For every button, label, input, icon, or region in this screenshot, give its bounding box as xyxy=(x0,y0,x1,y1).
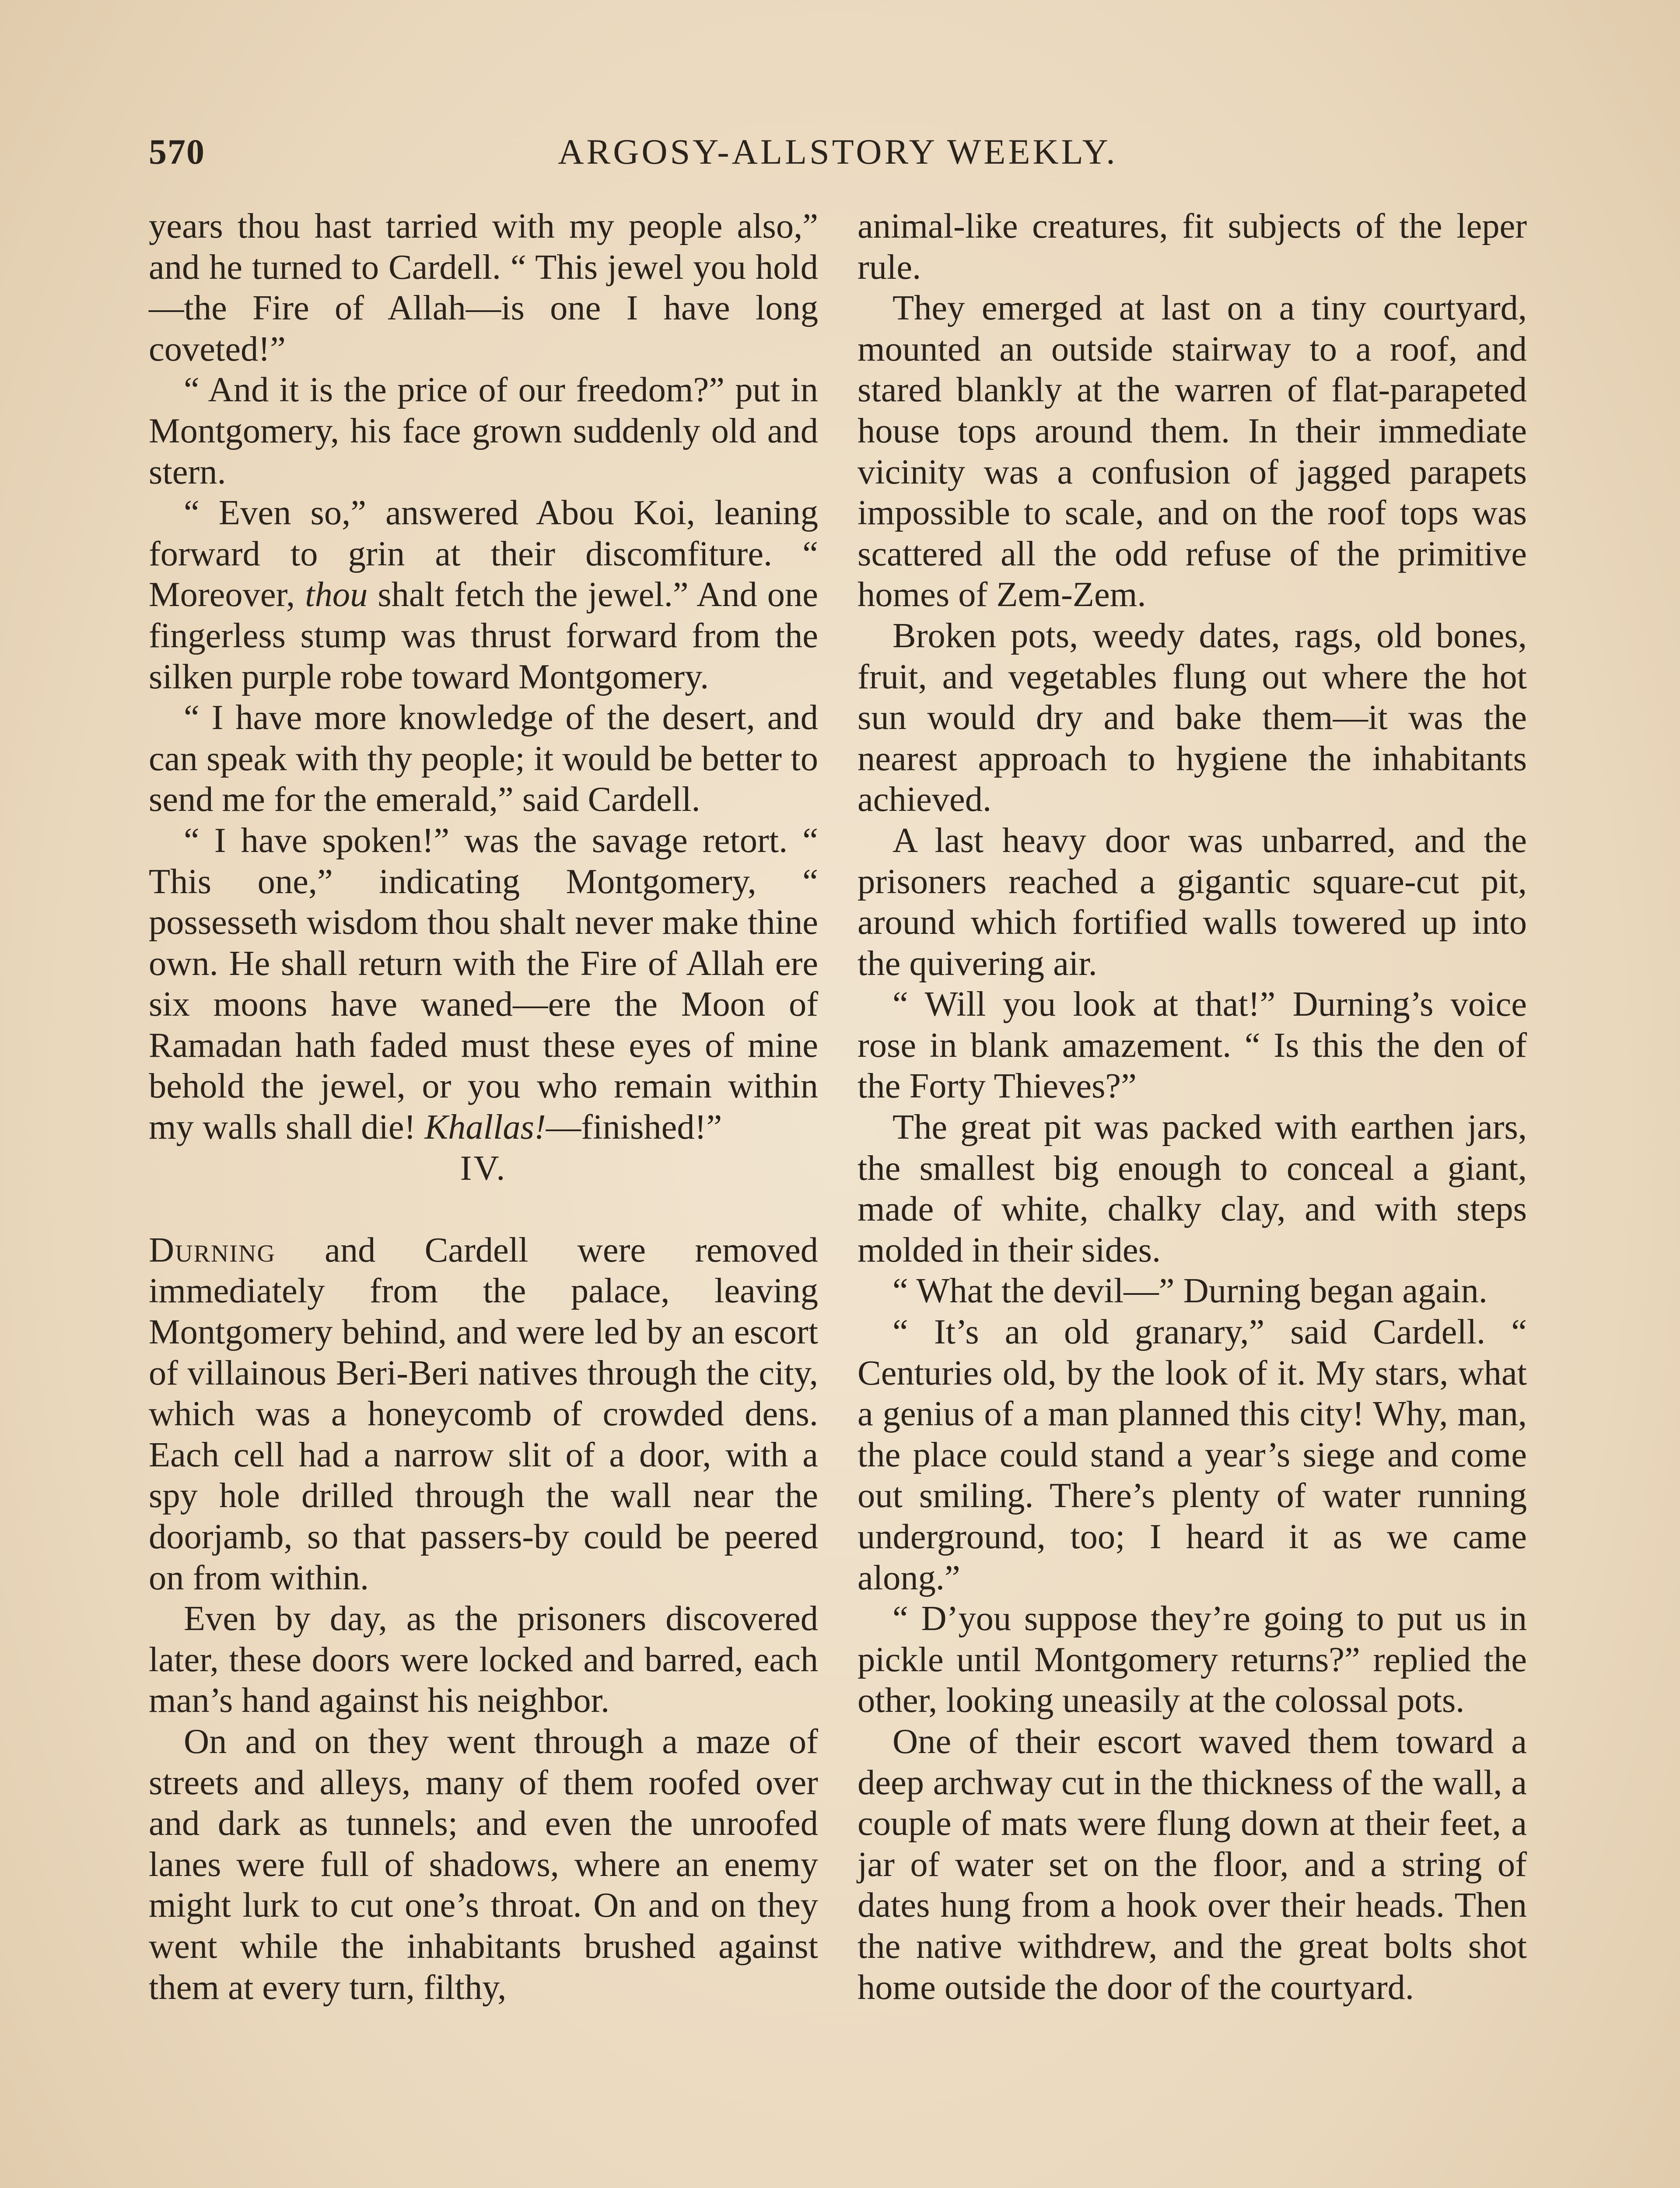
paragraph: “ Will you look at that!” Durning’s voice rose in blank amazement. “ Is this the den of the Forty Thieves?” xyxy=(858,985,1527,1106)
paragraph: animal-like creatures, fit subjects of the leper rule. xyxy=(858,207,1527,287)
emphasis: Khallas! xyxy=(424,1108,546,1147)
paragraph: They emerged at last on a tiny courtyard, mounted an outside stairway to a roof, and stared blankly at the warren of flat-parapeted house tops around them. In their immediate vicinity was a confusion of jagged parapets impossible to scale, and on the roof tops was scattered all the odd refuse of the primitive homes of Zem-Zem. xyxy=(858,288,1527,614)
page-header xyxy=(149,131,1527,184)
paragraph: On and on they went through a maze of streets and alleys, many of them roofed over and dark as tunnels; and even the unroofed lanes were full of shadows, where an enemy might lurk to cut one’s throat. On and on they went while the inhabitants brushed against them at every turn, filthy, xyxy=(149,1722,818,2007)
paragraph: “ D’you suppose they’re going to put us in pickle until Montgomery returns?” replied the other, looking uneasily at the colossal pots. xyxy=(858,1599,1527,1720)
paragraph: Broken pots, weedy dates, rags, old bones, fruit, and vegetables flung out where the hot sun would dry and bake them—it was the nearest approach to hygiene the inhabitants achieved. xyxy=(858,616,1527,819)
page-number: 570 xyxy=(149,132,205,172)
paragraph-text: —finished!” xyxy=(546,1108,722,1147)
paragraph: years thou hast tarried with my people also,” and he turned to Cardell. “ This jewel you hold—the Fire of Allah—is one I have long coveted!” xyxy=(149,207,818,368)
paragraph: “ And it is the price of our freedom?” put in Montgomery, his face grown suddenly old and stern. xyxy=(149,370,818,491)
paragraph: “ I have more knowledge of the desert, and can speak with thy people; it would be better to send me for the emerald,” said Cardell. xyxy=(149,698,818,819)
paragraph-text: “ I have spoken!” was the savage retort. “ This one,” indicating Montgomery, “ possesseth wisdom thou shalt never make thine own. He shall return with the Fire of Allah ere six moons have waned—ere the Moon of Ramadan hath faded must these eyes of mine behold the jewel, or you who remain within my walls shall die! xyxy=(149,820,818,1147)
paragraph: One of their escort waved them toward a deep archway cut in the thickness of the wall, a couple of mats were flung down at their feet, a jar of water set on the floor, and a string of dates hung from a hook over their heads. Then the native withdrew, and the great bolts shot home outside the door of the courtyard. xyxy=(858,1722,1527,2007)
paragraph xyxy=(149,492,818,697)
emphasis: thou xyxy=(305,575,368,614)
paragraph-text: and Cardell were removed immediately from the palace, leaving Montgomery behind, and were led by an escort of villainous Beri-Beri natives through the city, which was a honeycomb of crowded dens. Each cell had a narrow slit of a door, with a spy hole drilled through the wall near the doorjamb, so that passers-by could be peered on from within. xyxy=(149,1230,818,1597)
right-column xyxy=(858,206,1527,2008)
paragraph: “ What the devil—” Durning began again. xyxy=(892,1271,1488,1311)
running-head: ARGOSY-ALLSTORY WEEKLY. xyxy=(558,132,1118,172)
paragraph-text: “ Even so,” answered Abou Koi, leaning forward to grin at their discomfiture. “ Moreover, xyxy=(149,493,818,614)
paragraph-text: shalt fetch the jewel.” And one fingerless stump was thrust forward from the silken purple robe toward Montgomery. xyxy=(149,575,818,696)
paragraph: A last heavy door was unbarred, and the prisoners reached a gigantic square-cut pit, around which fortified walls towered up into the quivering air. xyxy=(858,820,1527,983)
paragraph: “ It’s an old granary,” said Cardell. “ Centuries old, by the look of it. My stars, what a genius of a man planned this city! Why, man, the place could stand a year’s siege and come out smiling. There’s plenty of water running underground, too; I heard it as we came along.” xyxy=(858,1312,1527,1597)
paragraph xyxy=(149,1230,818,1598)
paragraph xyxy=(149,820,818,1148)
small-caps-lead: Durning xyxy=(149,1230,276,1269)
paragraph: The great pit was packed with earthen jars, the smallest big enough to conceal a giant, made of white, chalky clay, and with steps molded in their sides. xyxy=(858,1108,1527,1269)
left-column xyxy=(149,206,818,2008)
paragraph: Even by day, as the prisoners discovered later, these doors were locked and barred, each man’s hand against his neighbor. xyxy=(149,1599,818,1720)
section-heading: IV. xyxy=(460,1148,507,1188)
